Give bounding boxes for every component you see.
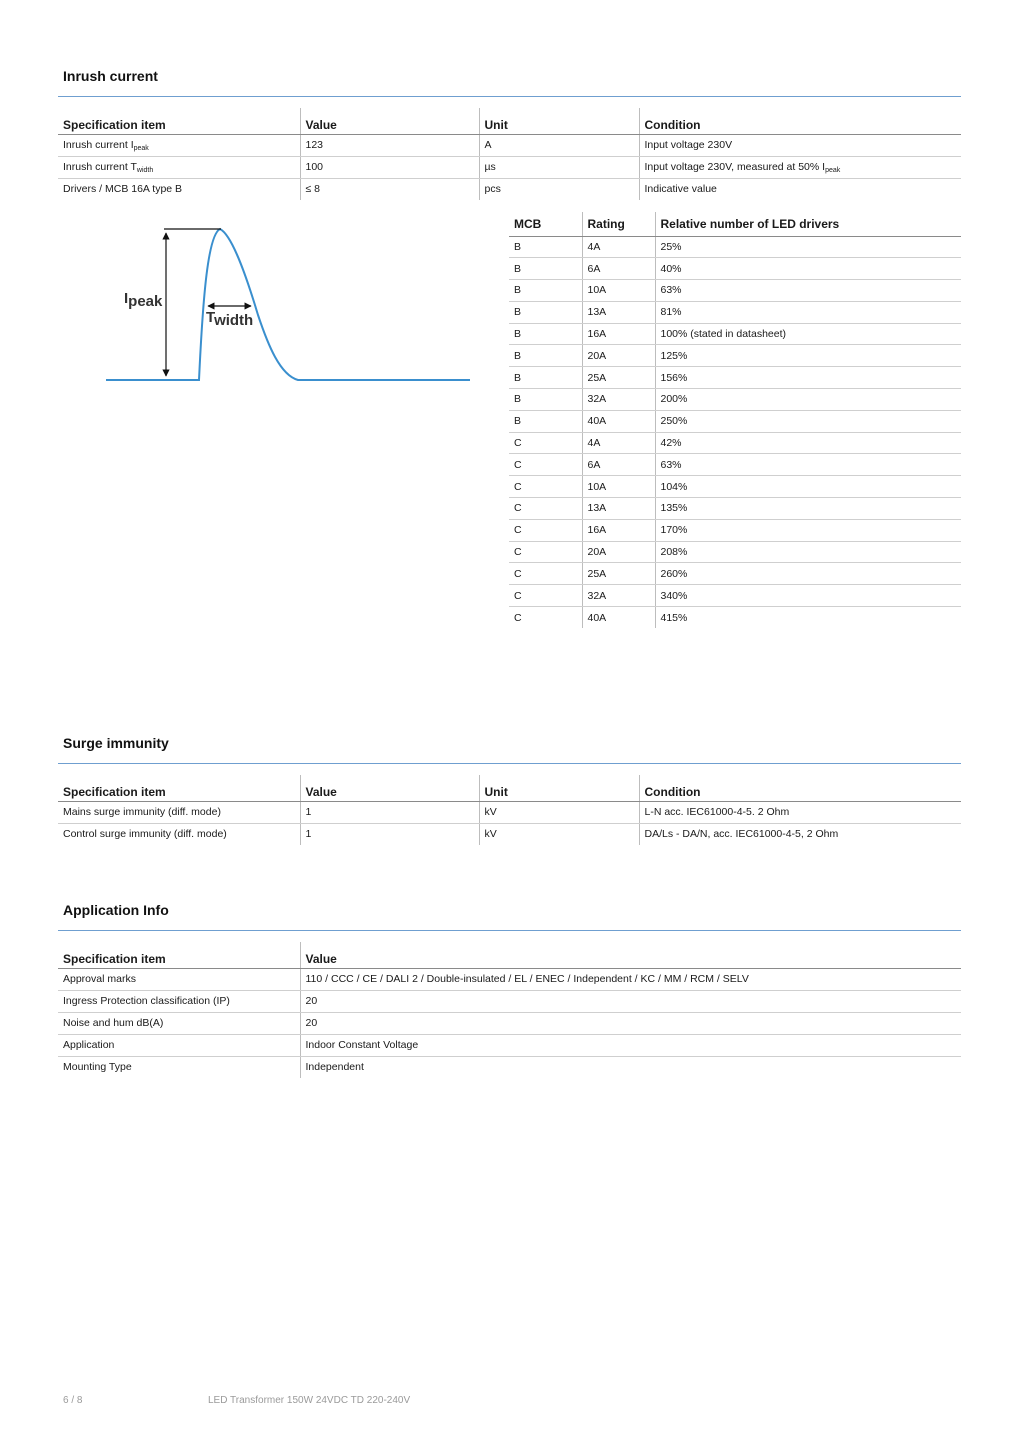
table-row (509, 323, 961, 345)
mcb-relative-cell: 42% (655, 432, 961, 454)
column-header: Value (300, 942, 961, 968)
mcb-type-cell: B (509, 236, 582, 258)
mcb-type-cell: C (509, 541, 582, 563)
mcb-rating-cell: 16A (582, 519, 655, 541)
column-header: MCB (509, 212, 582, 236)
table-row (509, 563, 961, 585)
mcb-type-cell: C (509, 498, 582, 520)
table-row (509, 476, 961, 498)
spec-item-text: Inrush current I (63, 138, 134, 151)
spec-unit-cell: kV (479, 823, 639, 845)
mcb-type-cell: C (509, 454, 582, 476)
mcb-relative-cell: 170% (655, 519, 961, 541)
spec-item-subscript: peak (133, 144, 149, 152)
mcb-type-cell: B (509, 389, 582, 411)
mcb-relative-cell: 63% (655, 280, 961, 302)
application-spec-table (58, 942, 961, 1078)
application-section-rule (58, 930, 961, 931)
mcb-relative-cell: 40% (655, 258, 961, 280)
column-header: Unit (479, 775, 639, 801)
spec-condition-cell: DA/Ls - DA/N, acc. IEC61000-4-5, 2 Ohm (639, 823, 961, 845)
spec-value-cell: 123 (300, 134, 479, 156)
mcb-rating-cell: 6A (582, 454, 655, 476)
table-header-row (58, 108, 961, 134)
mcb-rating-cell: 25A (582, 563, 655, 585)
table-row (58, 1012, 961, 1034)
mcb-relative-cell: 100% (stated in datasheet) (655, 323, 961, 345)
application-section-title: Application Info (63, 902, 169, 918)
mcb-type-cell: C (509, 519, 582, 541)
mcb-type-cell: B (509, 258, 582, 280)
mcb-relative-cell: 250% (655, 410, 961, 432)
spec-condition-subscript: peak (825, 166, 841, 174)
table-row (509, 280, 961, 302)
mcb-type-cell: C (514, 611, 522, 624)
column-header: Value (300, 775, 479, 801)
mcb-relative-cell: 415% (655, 607, 961, 629)
spec-item-subscript: width (136, 166, 154, 174)
table-row (58, 156, 961, 178)
mcb-type-cell: B (509, 323, 582, 345)
surge-spec-table (58, 775, 961, 845)
table-row (509, 585, 961, 607)
table-header-row (58, 942, 961, 968)
mcb-table (509, 212, 961, 628)
mcb-rating-cell: 13A (582, 498, 655, 520)
peak-label (124, 290, 163, 310)
table-row (58, 968, 961, 990)
column-header: Condition (639, 775, 961, 801)
mcb-relative-cell: 81% (655, 301, 961, 323)
spec-value-cell: 100 (300, 156, 479, 178)
table-row (509, 410, 961, 432)
mcb-rating-cell: 16A (582, 323, 655, 345)
table-row (509, 389, 961, 411)
mcb-relative-cell: 135% (655, 498, 961, 520)
mcb-type-cell: B (509, 345, 582, 367)
mcb-relative-cell: 104% (655, 476, 961, 498)
surge-section-rule (58, 763, 961, 764)
mcb-relative-cell: 63% (655, 454, 961, 476)
table-row (509, 258, 961, 280)
inrush-spec-table (58, 108, 961, 200)
mcb-type-cell: C (509, 476, 582, 498)
mcb-type-cell: B (509, 280, 582, 302)
spec-condition-cell (639, 156, 961, 178)
table-row (509, 519, 961, 541)
mcb-rating-cell: 32A (582, 585, 655, 607)
table-row (58, 801, 961, 823)
spec-item-cell: Noise and hum dB(A) (58, 1012, 300, 1034)
page-number: 6 / 8 (63, 1395, 83, 1406)
mcb-type-cell: B (509, 301, 582, 323)
width-label (206, 309, 253, 329)
mcb-rating-cell: 10A (582, 476, 655, 498)
peak-label-main: I (124, 290, 129, 307)
peak-label-sub: peak (128, 293, 163, 310)
table-row (509, 236, 961, 258)
inrush-section-title: Inrush current (63, 68, 158, 84)
inrush-section-rule (58, 96, 961, 97)
spec-condition-cell: L-N acc. IEC61000-4-5. 2 Ohm (639, 801, 961, 823)
surge-section-title: Surge immunity (63, 735, 169, 751)
table-row (58, 134, 961, 156)
spec-condition-text: Input voltage 230V, measured at 50% I (644, 160, 826, 173)
mcb-relative-cell: 156% (655, 367, 961, 389)
table-row (509, 454, 961, 476)
mcb-relative-cell: 200% (655, 389, 961, 411)
column-header: Relative number of LED drivers (655, 212, 961, 236)
table-row (58, 1034, 961, 1056)
table-row (509, 607, 961, 629)
mcb-type-cell: B (509, 410, 582, 432)
table-row (509, 432, 961, 454)
table-row (509, 367, 961, 389)
mcb-type-cell: C (509, 432, 582, 454)
table-header-row (509, 212, 961, 236)
mcb-rating-cell: 20A (582, 541, 655, 563)
mcb-table-body (509, 236, 961, 628)
spec-item-cell (58, 134, 300, 156)
mcb-relative-cell: 260% (655, 563, 961, 585)
table-row (509, 345, 961, 367)
mcb-rating-cell: 25A (582, 367, 655, 389)
column-header: Unit (479, 108, 639, 134)
mcb-rating-cell: 20A (582, 345, 655, 367)
spec-item-cell: Mounting Type (63, 1061, 132, 1074)
column-header: Rating (582, 212, 655, 236)
spec-value-cell: 1 (300, 823, 479, 845)
table-row (58, 990, 961, 1012)
spec-value-cell: 110 / CCC / CE / DALI 2 / Double-insulated / EL / ENEC / Independent / KC / MM / RCM / SELV (300, 968, 961, 990)
spec-unit-cell: µs (479, 156, 639, 178)
spec-value-cell: Indoor Constant Voltage (300, 1034, 961, 1056)
spec-value-cell: 1 (300, 801, 479, 823)
mcb-relative-cell: 340% (655, 585, 961, 607)
spec-value-cell: 20 (300, 990, 961, 1012)
mcb-type-cell: C (509, 563, 582, 585)
spec-unit-cell: pcs (479, 178, 639, 200)
column-header: Specification item (58, 775, 300, 801)
column-header: Specification item (58, 942, 300, 968)
table-row (58, 823, 961, 845)
spec-value-cell: 20 (300, 1012, 961, 1034)
spec-item-cell: Control surge immunity (diff. mode) (63, 828, 227, 841)
spec-value-cell: Independent (300, 1056, 961, 1078)
width-label-sub: width (214, 312, 254, 329)
table-row (509, 301, 961, 323)
table-row (509, 541, 961, 563)
spec-item-cell (58, 156, 300, 178)
table-row (509, 498, 961, 520)
mcb-relative-cell: 125% (655, 345, 961, 367)
mcb-relative-cell: 208% (655, 541, 961, 563)
spec-value-cell: ≤ 8 (300, 178, 479, 200)
spec-item-cell: Approval marks (58, 968, 300, 990)
column-header: Specification item (58, 108, 300, 134)
mcb-rating-cell: 40A (582, 607, 655, 629)
mcb-relative-cell: 25% (655, 236, 961, 258)
width-label-main: T (206, 309, 215, 326)
spec-item-cell: Mains surge immunity (diff. mode) (58, 801, 300, 823)
mcb-type-cell: B (509, 367, 582, 389)
column-header: Condition (639, 108, 961, 134)
spec-condition-cell: Input voltage 230V (639, 134, 961, 156)
spec-item-cell: Drivers / MCB 16A type B (63, 183, 183, 196)
table-row (58, 1056, 961, 1078)
mcb-rating-cell: 40A (582, 410, 655, 432)
mcb-rating-cell: 4A (582, 236, 655, 258)
spec-condition-cell: Indicative value (639, 178, 961, 200)
column-header: Value (300, 108, 479, 134)
mcb-rating-cell: 32A (582, 389, 655, 411)
table-row (58, 178, 961, 200)
mcb-rating-cell: 10A (582, 280, 655, 302)
spec-unit-cell: kV (479, 801, 639, 823)
spec-item-text: Inrush current T (63, 160, 137, 173)
mcb-type-cell: C (509, 585, 582, 607)
spec-unit-cell: A (479, 134, 639, 156)
mcb-rating-cell: 4A (582, 432, 655, 454)
spec-item-cell: Ingress Protection classification (IP) (58, 990, 300, 1012)
inrush-waveform-diagram (100, 215, 480, 395)
table-header-row (58, 775, 961, 801)
spec-item-cell: Application (58, 1034, 300, 1056)
mcb-rating-cell: 6A (582, 258, 655, 280)
mcb-rating-cell: 13A (582, 301, 655, 323)
footer-product-name: LED Transformer 150W 24VDC TD 220-240V (208, 1395, 411, 1406)
